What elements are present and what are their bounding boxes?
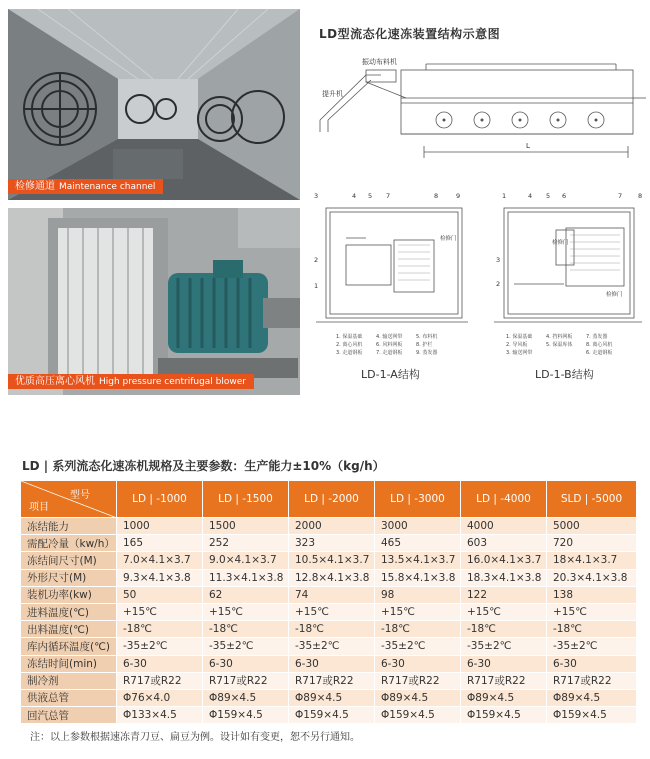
- svg-text:5: 5: [368, 192, 373, 200]
- caption-cn: 优质高压离心风机: [15, 376, 95, 387]
- table-corner-cell: [21, 481, 117, 518]
- table-cell: -18℃: [203, 621, 289, 638]
- table-cell: R717或R22: [289, 672, 375, 689]
- caption-cn: 检修通道: [15, 181, 55, 192]
- table-cell: 6-30: [547, 655, 637, 672]
- table-row: [21, 586, 637, 603]
- table-cell: +15℃: [117, 603, 203, 620]
- table-cell: 4000: [461, 518, 547, 535]
- table-cell: 6-30: [375, 655, 461, 672]
- table-cell: 1000: [117, 518, 203, 535]
- table-cell: -18℃: [375, 621, 461, 638]
- model-header: LD | -1500: [203, 481, 289, 518]
- svg-text:4: 4: [352, 192, 357, 200]
- table-cell: Φ159×4.5: [203, 707, 289, 724]
- table-cell: +15℃: [289, 603, 375, 620]
- table-cell: 138: [547, 586, 637, 603]
- table-cell: 7.0×4.1×3.7: [117, 552, 203, 569]
- table-row: [21, 707, 637, 724]
- table-cell: -18℃: [461, 621, 547, 638]
- table-cell: R717或R22: [547, 672, 637, 689]
- table-cell: -35±2℃: [375, 638, 461, 655]
- table-row: [21, 569, 637, 586]
- row-label: 冻结间尺寸(M): [21, 552, 117, 569]
- table-cell: -35±2℃: [547, 638, 637, 655]
- svg-text:1. 保温基础: 1. 保温基础: [336, 334, 363, 340]
- table-cell: 13.5×4.1×3.7: [375, 552, 461, 569]
- svg-text:3: 3: [496, 256, 501, 264]
- diagram-title: LD型流态化速冻装置结构示意图: [319, 27, 501, 41]
- table-cell: 6-30: [461, 655, 547, 672]
- table-row: [21, 535, 637, 552]
- door-label-b1: 检修门: [552, 240, 569, 246]
- table-cell: +15℃: [375, 603, 461, 620]
- svg-text:2: 2: [314, 256, 319, 264]
- model-header: LD | -4000: [461, 481, 547, 518]
- vibrating-feeder-label: 振动布料机: [362, 58, 397, 66]
- footnote: 注：以上参数根据速冻青刀豆、扁豆为例。设计如有变更，恕不另行通知。: [30, 732, 360, 743]
- fan-hubs: [443, 119, 598, 122]
- table-cell: Φ89×4.5: [547, 689, 637, 706]
- table-cell: 18×4.1×3.7: [547, 552, 637, 569]
- caption-en: High pressure centrifugal blower: [99, 377, 246, 387]
- table-cell: Φ89×4.5: [461, 689, 547, 706]
- svg-text:8. 离心风机: 8. 离心风机: [586, 342, 613, 348]
- table-cell: +15℃: [547, 603, 637, 620]
- table-row: [21, 518, 637, 535]
- row-label: 冻结能力: [21, 518, 117, 535]
- svg-text:9. 蒸发器: 9. 蒸发器: [416, 350, 438, 356]
- spec-table: [20, 480, 637, 724]
- row-label: 库内循环温度(℃): [21, 638, 117, 655]
- svg-text:7. 走道钢板: 7. 走道钢板: [376, 350, 403, 356]
- svg-text:6: 6: [562, 192, 567, 200]
- svg-text:7: 7: [386, 192, 391, 200]
- table-cell: 165: [117, 535, 203, 552]
- svg-text:7. 蒸发器: 7. 蒸发器: [586, 334, 608, 340]
- table-cell: 9.3×4.1×3.8: [117, 569, 203, 586]
- table-cell: Φ159×4.5: [375, 707, 461, 724]
- row-label: 供液总管: [21, 689, 117, 706]
- table-cell: 1500: [203, 518, 289, 535]
- table-cell: -18℃: [547, 621, 637, 638]
- svg-text:8: 8: [434, 192, 439, 200]
- centrifugal-blower-illustration: [8, 208, 300, 395]
- section-a-evaporator: [398, 245, 430, 280]
- table-cell: 10.5×4.1×3.7: [289, 552, 375, 569]
- table-cell: -18℃: [289, 621, 375, 638]
- svg-text:5. 保温库体: 5. 保温库体: [546, 342, 573, 348]
- table-cell: -35±2℃: [203, 638, 289, 655]
- section-a-callouts: [314, 192, 460, 290]
- table-cell: 6-30: [203, 655, 289, 672]
- table-cell: 3000: [375, 518, 461, 535]
- length-label: L: [526, 142, 530, 150]
- svg-text:3. 输送网带: 3. 输送网带: [506, 350, 533, 356]
- table-cell: R717或R22: [375, 672, 461, 689]
- structure-diagram: [306, 40, 650, 390]
- centrifugal-blower-photo: [8, 208, 300, 395]
- table-cell: -35±2℃: [289, 638, 375, 655]
- table-cell: 5000: [547, 518, 637, 535]
- elevator-label: 提升机: [322, 90, 343, 98]
- table-cell: 323: [289, 535, 375, 552]
- svg-text:2. 离心风机: 2. 离心风机: [336, 342, 363, 348]
- table-cell: +15℃: [461, 603, 547, 620]
- structure-b-label: LD-1-B结构: [535, 368, 594, 381]
- maintenance-channel-caption: [8, 179, 163, 194]
- svg-text:7: 7: [618, 192, 623, 200]
- table-cell: 122: [461, 586, 547, 603]
- table-cell: 12.8×4.1×3.8: [289, 569, 375, 586]
- door-label-a: 检修门: [440, 236, 457, 242]
- svg-text:8. 护栏: 8. 护栏: [416, 342, 433, 348]
- table-cell: R717或R22: [203, 672, 289, 689]
- svg-text:5. 布料机: 5. 布料机: [416, 334, 438, 340]
- table-cell: Φ89×4.5: [289, 689, 375, 706]
- caption-en: Maintenance channel: [59, 182, 156, 192]
- table-cell: R717或R22: [461, 672, 547, 689]
- table-header-row: [21, 481, 637, 518]
- svg-text:8: 8: [638, 192, 643, 200]
- structure-a-label: LD-1-A结构: [361, 368, 420, 381]
- maintenance-channel-photo: [8, 9, 300, 200]
- table-cell: -35±2℃: [117, 638, 203, 655]
- svg-text:1: 1: [314, 282, 319, 290]
- svg-text:1. 保温基础: 1. 保温基础: [506, 334, 533, 340]
- table-cell: Φ89×4.5: [203, 689, 289, 706]
- svg-text:2: 2: [496, 280, 501, 288]
- svg-text:3. 走道钢板: 3. 走道钢板: [336, 350, 363, 356]
- table-cell: 74: [289, 586, 375, 603]
- table-cell: 16.0×4.1×3.7: [461, 552, 547, 569]
- table-cell: R717或R22: [117, 672, 203, 689]
- centrifugal-blower-caption: [8, 374, 254, 389]
- table-cell: Φ159×4.5: [547, 707, 637, 724]
- table-cell: 720: [547, 535, 637, 552]
- row-label: 冻结时间(min): [21, 655, 117, 672]
- table-cell: 252: [203, 535, 289, 552]
- row-label: 外形尺寸(M): [21, 569, 117, 586]
- row-label: 出料温度(℃): [21, 621, 117, 638]
- row-label: 进料温度(℃): [21, 603, 117, 620]
- section-b: [494, 208, 642, 322]
- svg-text:1: 1: [502, 192, 507, 200]
- table-cell: 15.8×4.1×3.8: [375, 569, 461, 586]
- corner-model-label: 型号: [70, 490, 90, 501]
- section-b-callouts: [496, 192, 642, 288]
- model-header: LD | -3000: [375, 481, 461, 518]
- table-cell: 50: [117, 586, 203, 603]
- legend-b: [506, 333, 612, 356]
- svg-text:4. 挡料网板: 4. 挡料网板: [546, 334, 573, 340]
- legend-a: [336, 333, 437, 356]
- spec-table-title: LD | 系列流态化速冻机规格及主要参数：生产能力±10%（kg/h）: [22, 459, 385, 473]
- table-cell: 6-30: [289, 655, 375, 672]
- svg-text:4. 输送网带: 4. 输送网带: [376, 334, 403, 340]
- section-a: [316, 208, 468, 322]
- table-cell: -18℃: [117, 621, 203, 638]
- section-b-evaporator: [570, 235, 620, 270]
- svg-text:6. 风料网板: 6. 风料网板: [376, 342, 403, 348]
- table-row: [21, 603, 637, 620]
- table-cell: 9.0×4.1×3.7: [203, 552, 289, 569]
- table-cell: +15℃: [203, 603, 289, 620]
- table-cell: 6-30: [117, 655, 203, 672]
- row-label: 装机功率(kw): [21, 586, 117, 603]
- corner-item-label: 项目: [29, 502, 49, 513]
- table-cell: Φ159×4.5: [289, 707, 375, 724]
- table-row: [21, 638, 637, 655]
- table-cell: 62: [203, 586, 289, 603]
- row-label: 回汽总管: [21, 707, 117, 724]
- svg-text:9: 9: [456, 192, 461, 200]
- table-row: [21, 621, 637, 638]
- table-cell: 2000: [289, 518, 375, 535]
- row-label: 需配冷量（kw/h）: [21, 535, 117, 552]
- spec-table-body: [21, 518, 637, 724]
- table-cell: -35±2℃: [461, 638, 547, 655]
- table-row: [21, 689, 637, 706]
- table-cell: Φ76×4.0: [117, 689, 203, 706]
- table-row: [21, 552, 637, 569]
- model-header: SLD | -5000: [547, 481, 637, 518]
- door-label-b2: 检修门: [606, 292, 623, 298]
- table-cell: Φ159×4.5: [461, 707, 547, 724]
- table-cell: Φ89×4.5: [375, 689, 461, 706]
- maintenance-channel-illustration: [8, 9, 300, 200]
- svg-text:3: 3: [314, 192, 319, 200]
- table-cell: 20.3×4.1×3.8: [547, 569, 637, 586]
- table-row: [21, 655, 637, 672]
- table-cell: 603: [461, 535, 547, 552]
- svg-text:5: 5: [546, 192, 551, 200]
- svg-text:2. 导风板: 2. 导风板: [506, 342, 528, 348]
- table-cell: Φ133×4.5: [117, 707, 203, 724]
- model-header: LD | -1000: [117, 481, 203, 518]
- svg-text:6. 走道钢板: 6. 走道钢板: [586, 350, 613, 356]
- svg-text:4: 4: [528, 192, 533, 200]
- table-cell: 18.3×4.1×3.8: [461, 569, 547, 586]
- table-cell: 11.3×4.1×3.8: [203, 569, 289, 586]
- table-cell: 465: [375, 535, 461, 552]
- freezer-body: [401, 70, 633, 134]
- table-row: [21, 672, 637, 689]
- table-cell: 98: [375, 586, 461, 603]
- model-header: LD | -2000: [289, 481, 375, 518]
- row-label: 制冷剂: [21, 672, 117, 689]
